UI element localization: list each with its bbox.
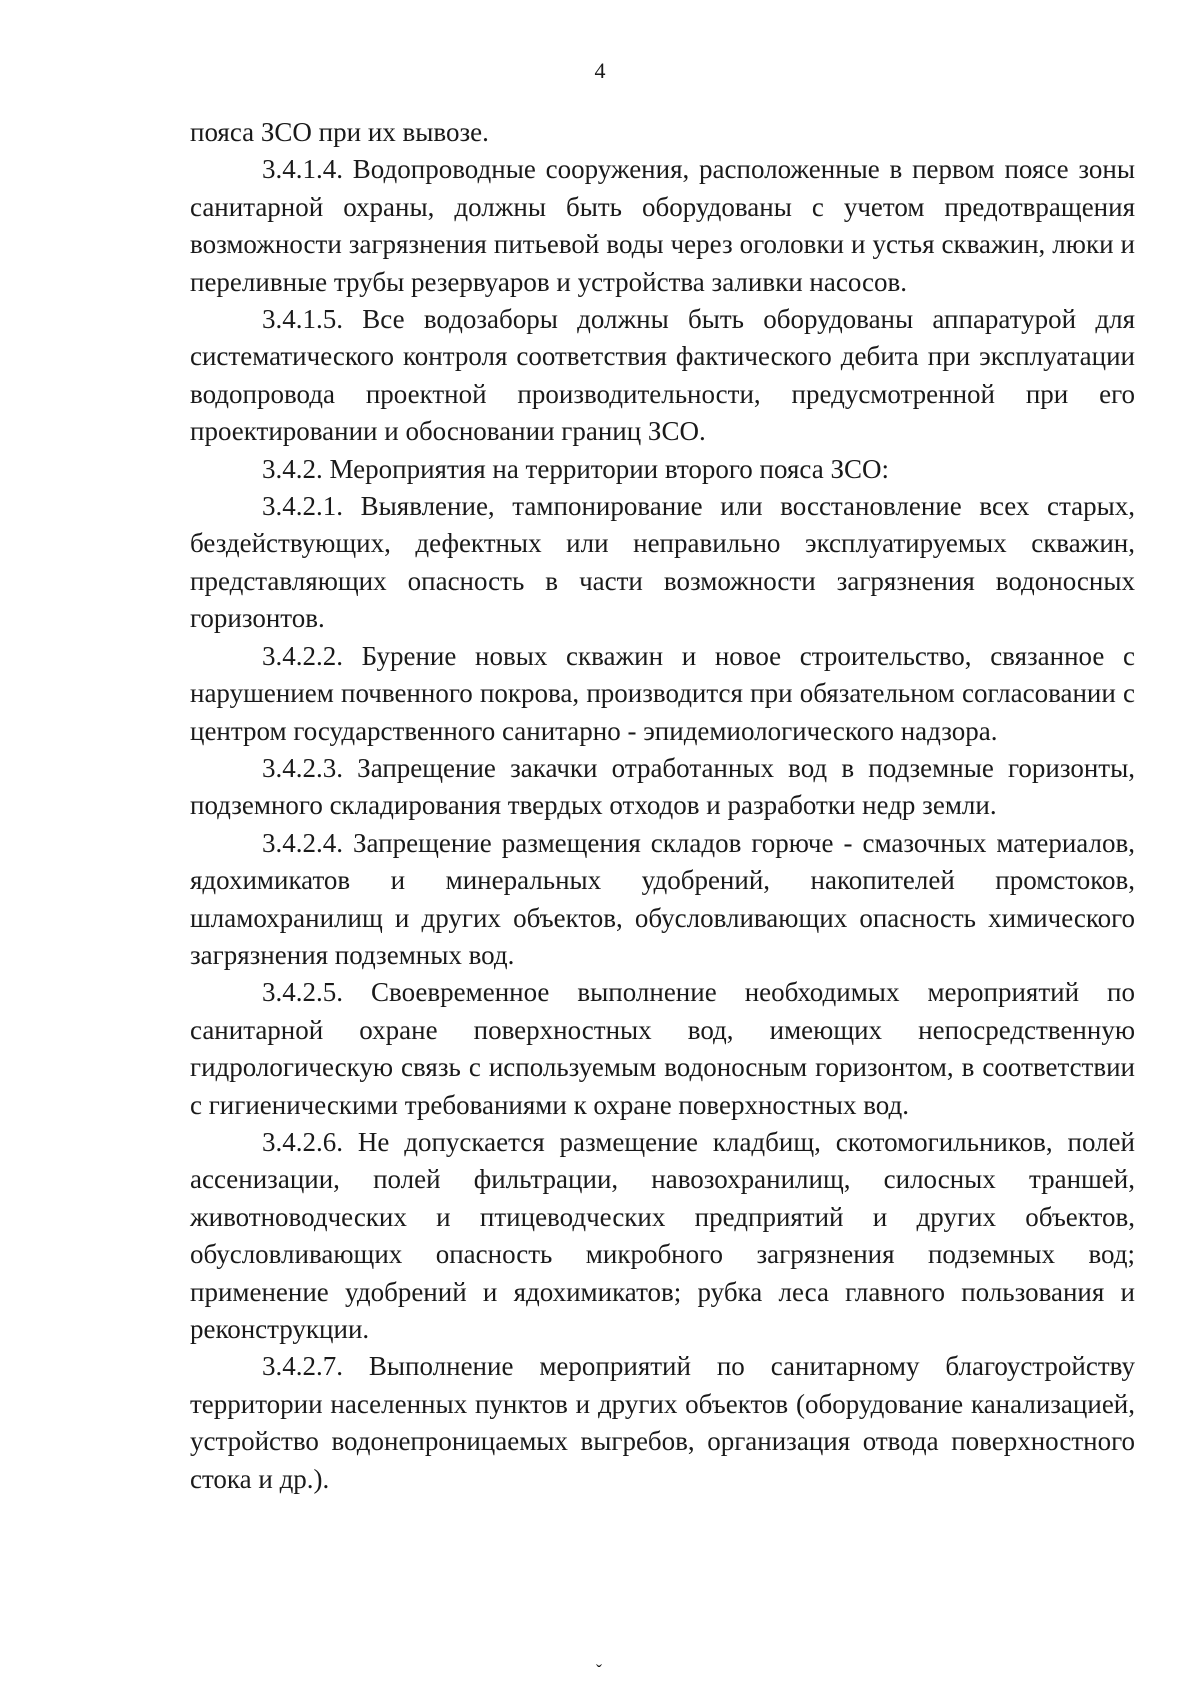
paragraph-continuation: пояса ЗСО при их вывозе.: [190, 117, 489, 147]
paragraph-3-4-2-7: 3.4.2.7. Выполнение мероприятий по санитарному благоустройству территории населенных пунктов и других объектов (оборудование канализацией, устройство водонепроницаемых выгребов, организация отвода поверхностного стока и др.).: [190, 1351, 1135, 1494]
paragraph-3-4-2-4: 3.4.2.4. Запрещение размещения складов горюче - смазочных материалов, ядохимикатов и минеральных удобрений, накопителей промстоков, шламохранилищ и других объектов, обусловливающих опасность химического загрязнения подземных вод.: [190, 827, 1135, 970]
paragraph-3-4-2-3: 3.4.2.3. Запрещение закачки отработанных вод в подземные горизонты, подземного складирования твердых отходов и разработки недр земли.: [190, 752, 1135, 821]
document-body: [190, 114, 1135, 1498]
paragraph-3-4-2-1: 3.4.2.1. Выявление, тампонирование или восстановление всех старых, бездействующих, дефектных или неправильно эксплуатируемых скважин, представляющих опасность в части возможности загрязнения водоносных горизонтов.: [190, 491, 1135, 634]
paragraph-3-4-2-5: 3.4.2.5. Своевременное выполнение необходимых мероприятий по санитарной охране поверхностных вод, имеющих непосредственную гидрологическую связь с используемым водоносным горизонтом, в соответствии с гигиеническими требованиями к охране поверхностных вод.: [190, 977, 1135, 1120]
paragraph-3-4-1-4: 3.4.1.4. Водопроводные сооружения, расположенные в первом поясе зоны санитарной охраны, должны быть оборудованы с учетом предотвращения возможности загрязнения питьевой воды через оголовки и устья скважин, люки и переливные трубы резервуаров и устройства заливки насосов.: [190, 154, 1135, 297]
paragraph-3-4-2-2: 3.4.2.2. Бурение новых скважин и новое строительство, связанное с нарушением почвенного покрова, производится при обязательном согласовании с центром государственного санитарно - эпидемиологического надзора.: [190, 640, 1135, 746]
paragraph-3-4-2: 3.4.2. Мероприятия на территории второго пояса ЗСО:: [262, 453, 889, 484]
footer-mark: ˇ: [596, 1661, 602, 1681]
paragraph-3-4-2-6: 3.4.2.6. Не допускается размещение кладбищ, скотомогильников, полей ассенизации, полей фильтрации, навозохранилищ, силосных траншей, животноводческих и птицеводческих предприятий и других объектов, обусловливающих опасность микробного загрязнения подземных вод; применение удобрений и ядохимикатов; рубка леса главного пользования и реконструкции.: [190, 1126, 1135, 1344]
page-number: 4: [594, 58, 606, 83]
paragraph-3-4-1-5: 3.4.1.5. Все водозаборы должны быть оборудованы аппаратурой для систематического контроля соответствия фактического дебита при эксплуатации водопровода проектной производительности, предусмотренной при его проектировании и обосновании границ ЗСО.: [190, 304, 1135, 447]
